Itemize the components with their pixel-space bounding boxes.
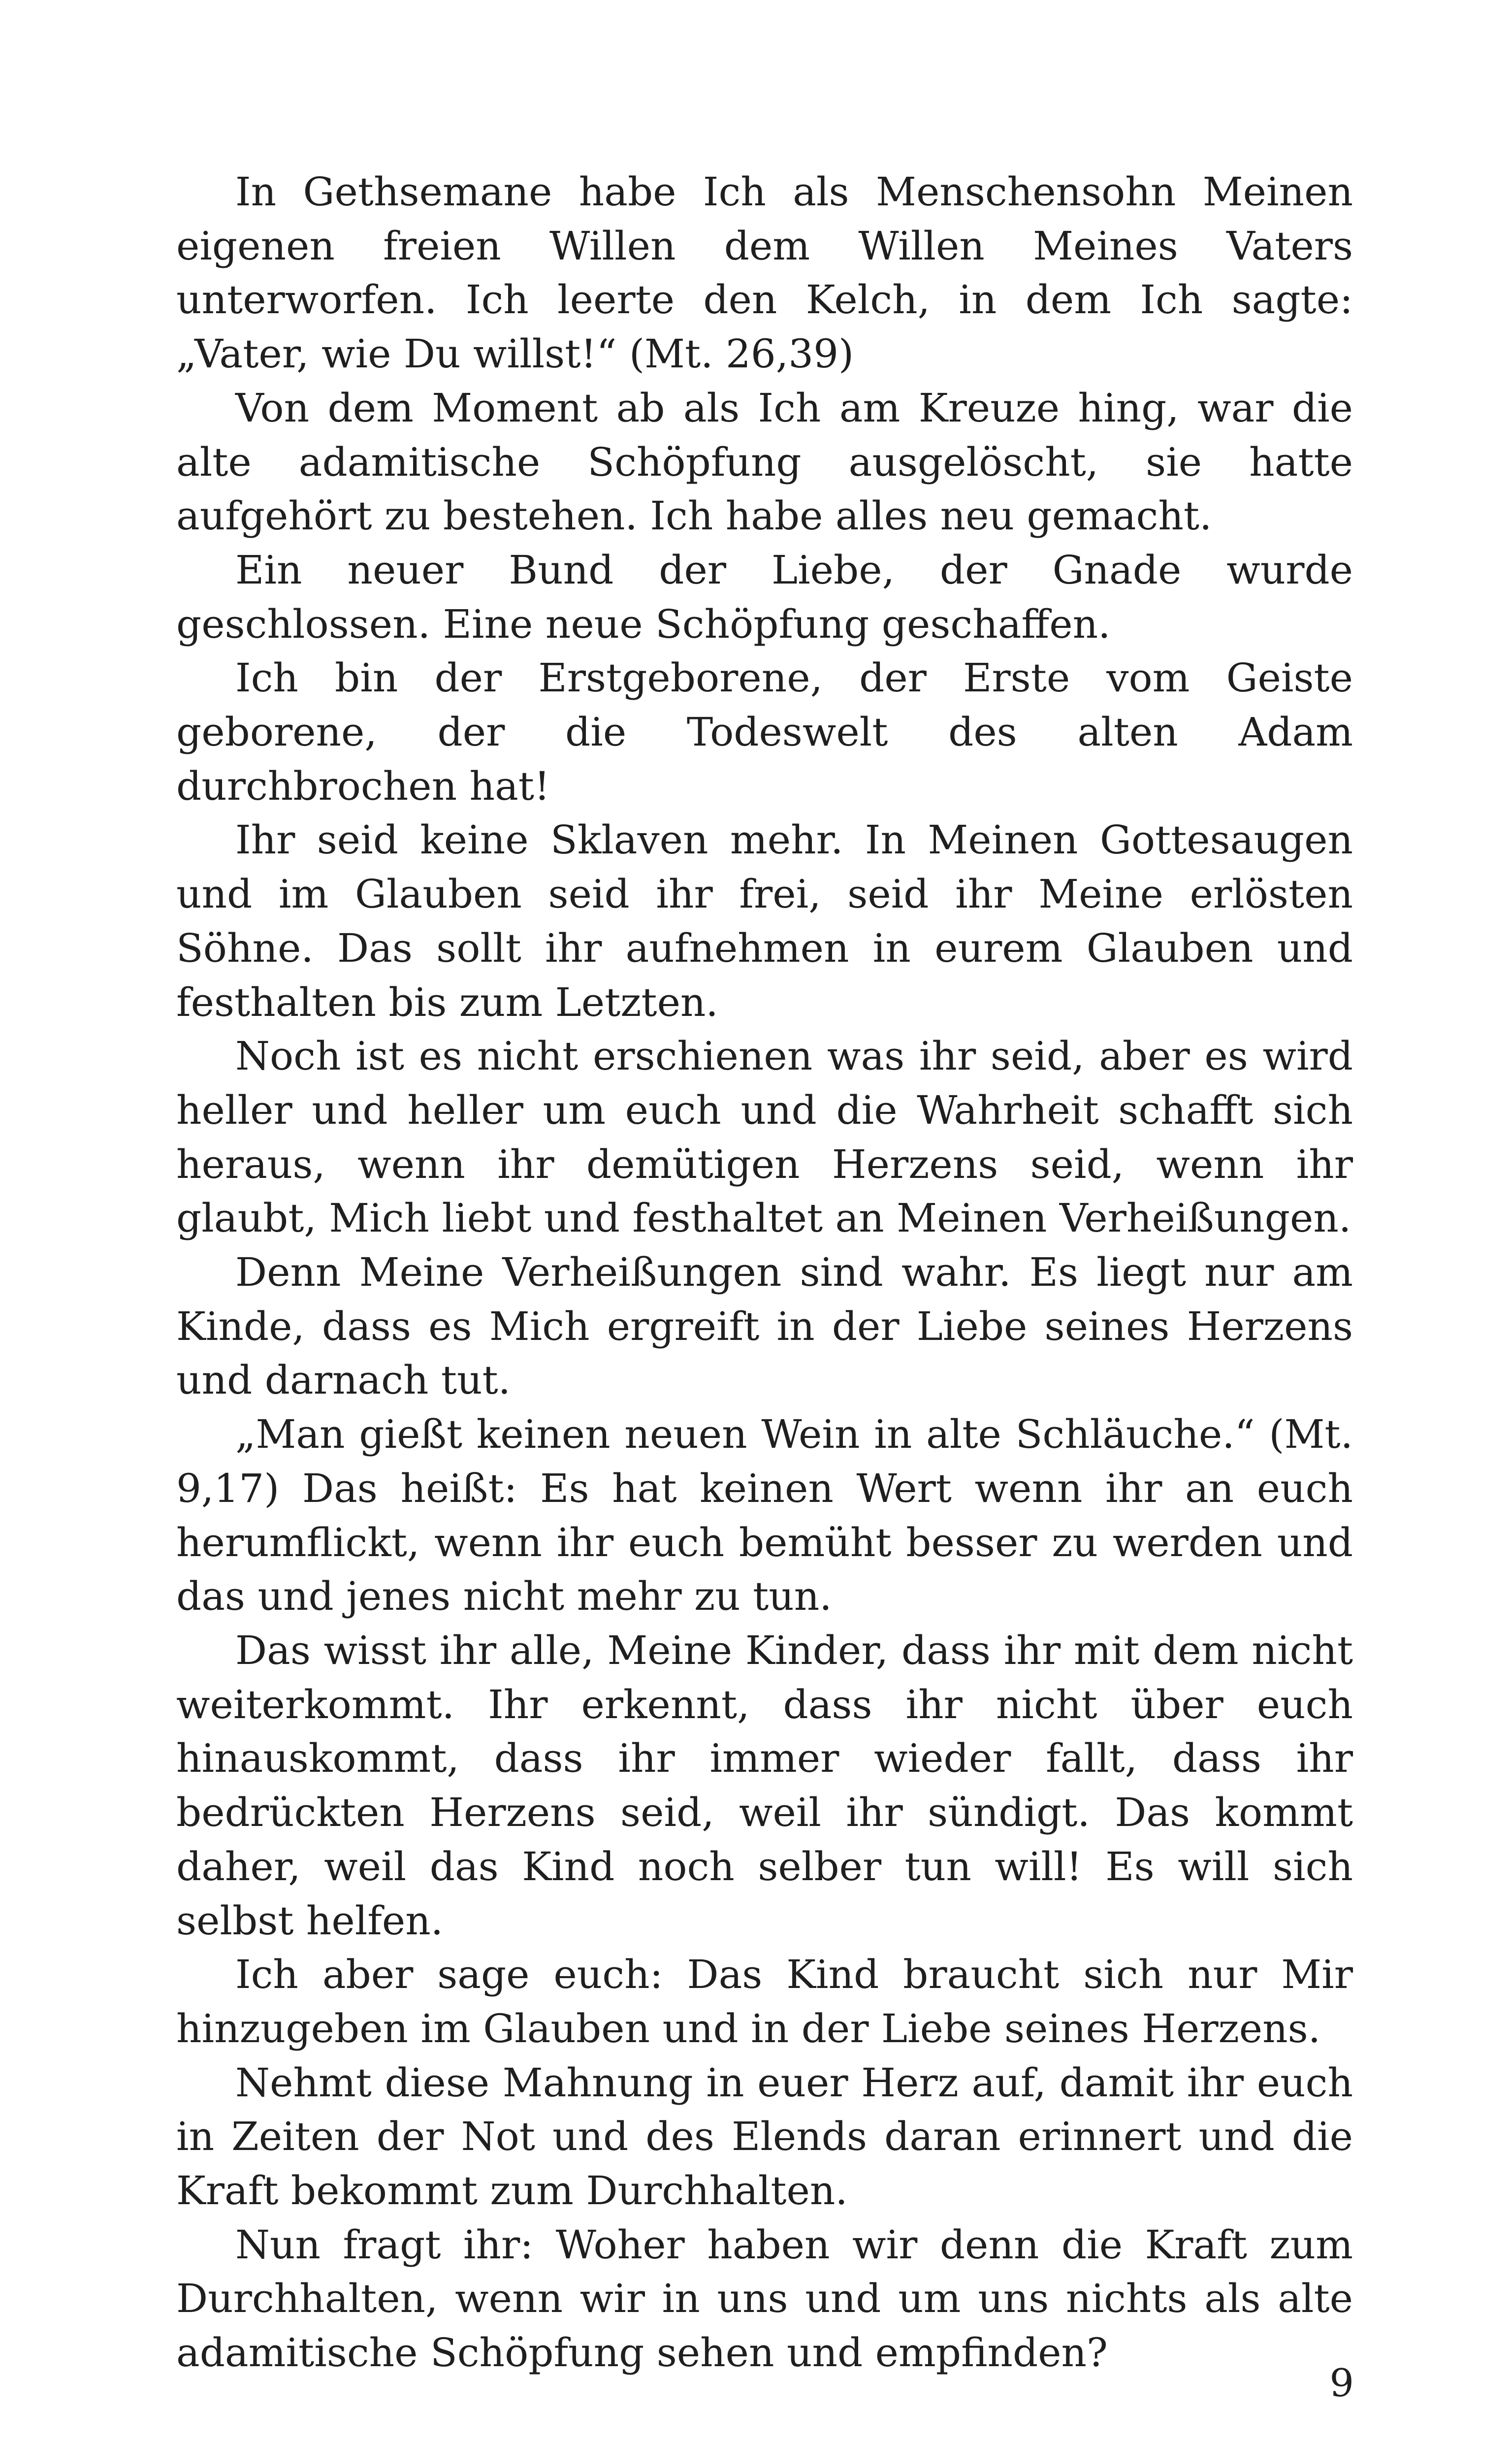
paragraph-5: Ihr seid keine Sklaven mehr. In Meinen Gottesaugen und im Glauben seid ihr frei, seid ihr Meine erlösten Söhne. Das sollt ihr aufnehmen in eurem Glauben und festhalten bis zum Letzten. — [176, 817, 1353, 1025]
paragraph-7: Denn Meine Verheißungen sind wahr. Es liegt nur am Kinde, dass es Mich ergreift in der Liebe seines Herzens und darnach tut. — [176, 1249, 1353, 1403]
paragraph-3: Ein neuer Bund der Liebe, der Gnade wurde geschlossen. Eine neue Schöpfung geschaffen. — [176, 547, 1353, 647]
paragraph-8: „Man gießt keinen neuen Wein in alte Schläuche.“ (Mt. 9,17) Das heißt: Es hat keinen Wert wenn ihr an euch herumflickt, wenn ihr euch bemüht besser zu werden und das und jenes nicht mehr zu tun. — [176, 1411, 1353, 1620]
paragraph-10: Ich aber sage euch: Das Kind braucht sich nur Mir hinzugeben im Glauben und in der Liebe seines Herzens. — [176, 1952, 1353, 2052]
paragraph-11: Nehmt diese Mahnung in euer Herz auf, damit ihr euch in Zeiten der Not und des Elends daran erinnert und die Kraft bekommt zum Durchhalten. — [176, 2059, 1353, 2214]
page-number: 9 — [1329, 2361, 1354, 2406]
paragraph-2: Von dem Moment ab als Ich am Kreuze hing, war die alte adamitische Schöpfung ausgelöscht, sie hatte aufgehört zu bestehen. Ich habe alles neu gemacht. — [176, 385, 1353, 539]
paragraph-9: Das wisst ihr alle, Meine Kinder, dass ihr mit dem nicht weiterkommt. Ihr erkennt, dass ihr nicht über euch hinauskommt, dass ihr immer wieder fallt, dass ihr bedrückten Herzens seid, weil ihr sündigt. Das kommt daher, weil das Kind noch selber tun will! Es will sich selbst helfen. — [176, 1627, 1353, 1944]
paragraph-4: Ich bin der Erstgeborene, der Erste vom Geiste geborene, der die Todeswelt des alten Adam durchbrochen hat! — [176, 655, 1353, 809]
paragraph-12: Nun fragt ihr: Woher haben wir denn die Kraft zum Durchhalten, wenn wir in uns und um uns nichts als alte adamitische Schöpfung sehen und empfinden? — [176, 2221, 1353, 2376]
paragraph-6: Noch ist es nicht erschienen was ihr seid, aber es wird heller und heller um euch und die Wahrheit schafft sich heraus, wenn ihr demütigen Herzens seid, wenn ihr glaubt, Mich liebt und festhaltet an Meinen Verheißungen. — [176, 1033, 1353, 1241]
body-text — [176, 165, 1353, 2380]
paragraph-1: In Gethsemane habe Ich als Menschensohn Meinen eigenen freien Willen dem Willen Meines Vaters unterworfen. Ich leerte den Kelch, in dem Ich sagte: „Vater, wie Du willst!“ (Mt. 26,39) — [176, 169, 1353, 377]
